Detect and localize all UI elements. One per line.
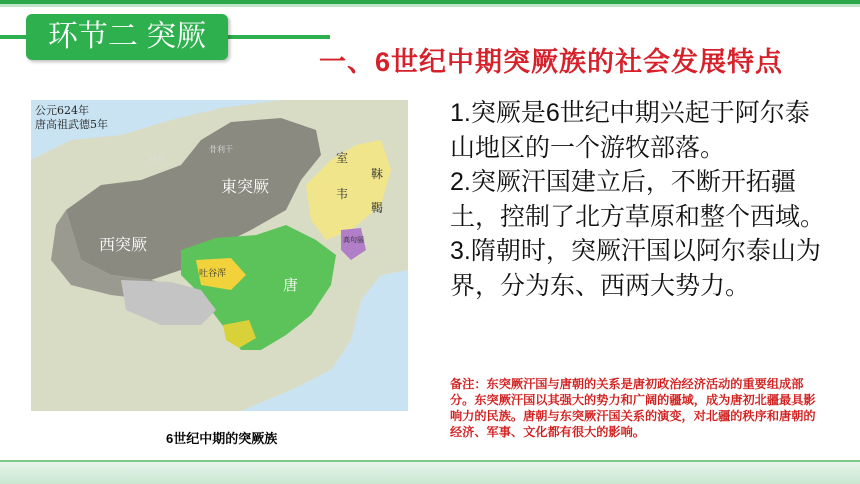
map-label-shiwei: 室: [336, 151, 349, 165]
content-point-3: 3.隋朝时，突厥汗国以阿尔泰山为界，分为东、西两大势力。: [450, 237, 821, 300]
map-label-guligan: 骨利干: [209, 145, 233, 154]
map-label-east-turks: 東突厥: [221, 177, 270, 196]
content-points: [450, 96, 830, 303]
map-label-jiegu: 结骨: [149, 155, 165, 164]
map-graphic: [31, 100, 408, 411]
map-label-gaojuli: 高句丽: [343, 236, 364, 244]
historical-map: [31, 100, 408, 411]
map-caption: 6世纪中期的突厥族: [166, 431, 278, 446]
map-label-wei: 韦: [336, 187, 349, 201]
map-label-mo: 靺: [371, 167, 384, 181]
content-point-2: 2.突厥汗国建立后，不断开拓疆土，控制了北方草原和整个西域。: [450, 168, 826, 231]
top-accent-band: [0, 4, 860, 7]
map-label-tuyuhun: 吐谷浑: [199, 269, 227, 279]
page-title: 一、6世纪中期突厥族的社会发展特点: [319, 47, 784, 77]
map-label-tang: 唐: [283, 276, 299, 294]
map-era-label: 唐高祖武德5年: [35, 118, 108, 131]
section-tag: 环节二 突厥: [26, 14, 228, 60]
note-text: 备注：东突厥汗国与唐朝的关系是唐初政治经济活动的重要组成部分。东突厥汗国以其强大的势力和广阔的疆域，成为唐初北疆最具影响力的民族。唐朝与东突厥汗国关系的演变，对北疆的秩序和唐朝的经济、军事、文化都有很大的影响。: [450, 377, 816, 439]
map-year-label: 公元624年: [35, 104, 89, 117]
map-label-west-turks: 西突厥: [99, 235, 148, 254]
content-point-1: 1.突厥是6世纪中期兴起于阿尔泰山地区的一个游牧部落。: [450, 99, 810, 162]
bottom-accent-bar: [0, 462, 860, 484]
map-label-mohe: 鞨: [371, 201, 384, 215]
